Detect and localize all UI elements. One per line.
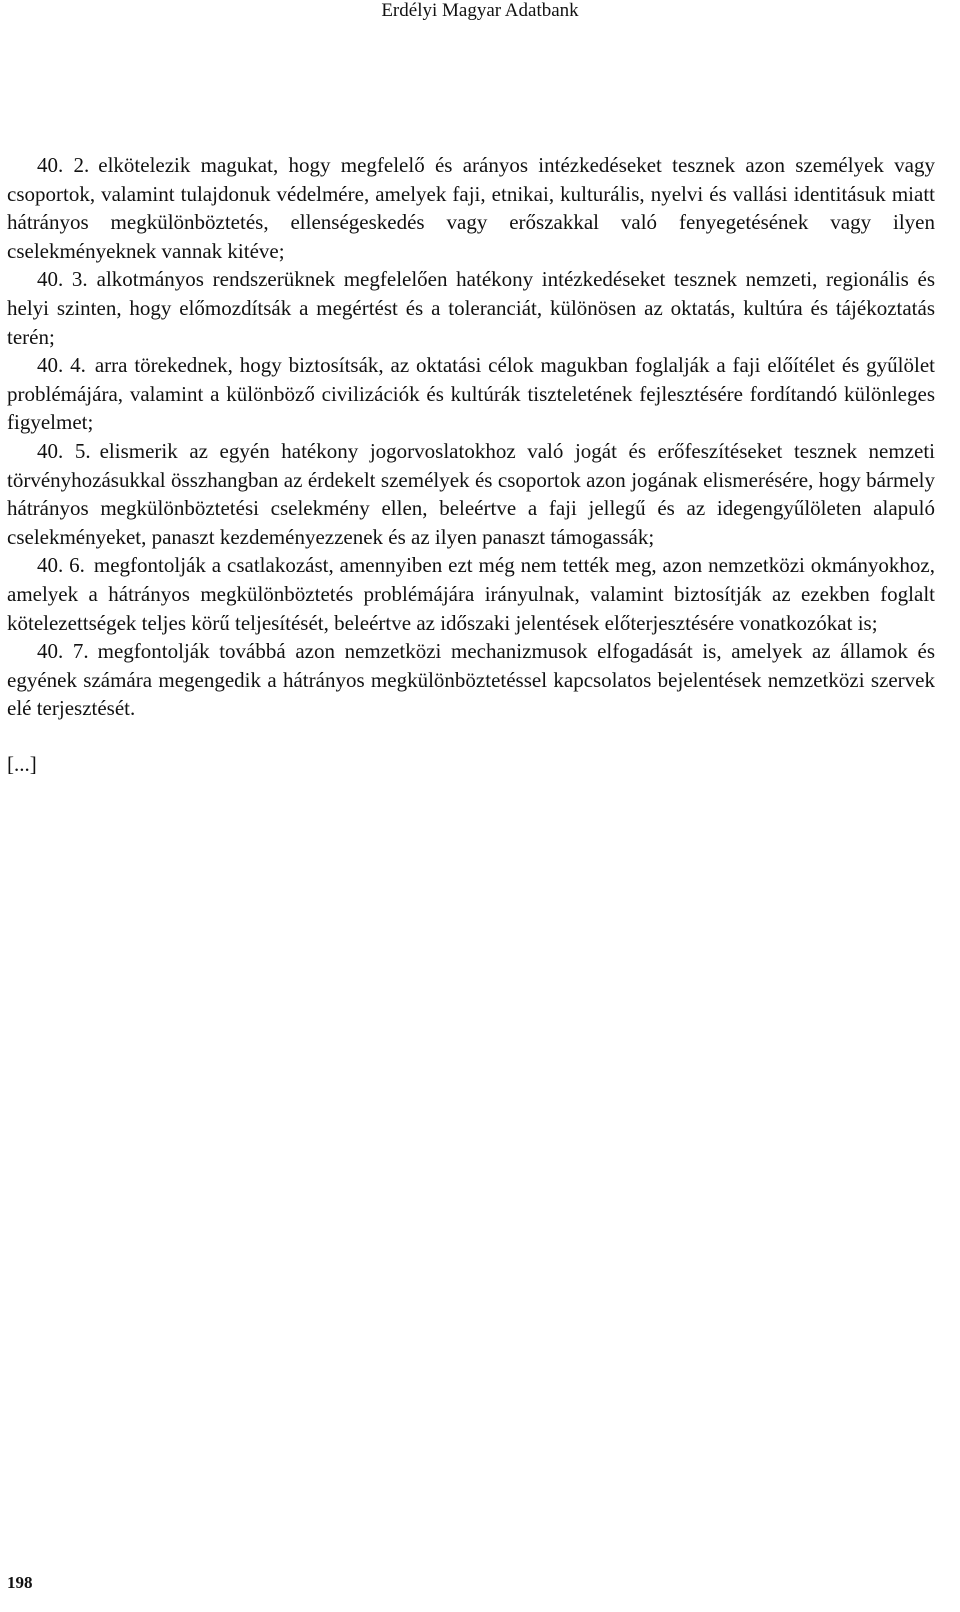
paragraph-text: elismerik az egyén hatékony jogorvoslatokhoz való jogát és erőfeszítéseket tesznek nemzeti törvényhozásukkal összhangban az érdekelt személyek és csoportok azon jogának elismerésére, hogy bármely hátrányos megkülönböztetési cselekmény ellen, beleértve a faji jellegű és az idegengyűlöleten alapuló cselekményeket, panaszt kezdeményezzenek és az ilyen panaszt támogassák; xyxy=(7,438,935,549)
paragraph-number: 40. 5. xyxy=(37,438,91,463)
paragraph-number: 40. 6. xyxy=(37,553,85,578)
paragraph-text: megfontolják a csatlakozást, amennyiben ezt még nem tették meg, azon nemzetközi okmányokhoz, amelyek a hátrányos megkülönböztetés problémájára irányulnak, valamint biztosítják az ezekben foglalt kötelezettségek teljes körű teljesítését, beleértve az időszaki jelentések előterjesztésére vonatkozókat is; xyxy=(7,553,935,635)
paragraph-40-3 xyxy=(7,265,935,351)
page-number: 198 xyxy=(7,1573,33,1592)
paragraph-number: 40. 3. xyxy=(37,267,88,292)
paragraph-40-4 xyxy=(7,351,935,437)
paragraph-text: alkotmányos rendszerüknek megfelelően hatékony intézkedéseket tesznek nemzeti, regionális és helyi szinten, hogy előmozdítsák a megértést és a toleranciát, különösen az oktatás, kultúra és tájékoztatás terén; xyxy=(7,267,935,349)
document-body xyxy=(7,151,935,778)
paragraph-40-6 xyxy=(7,551,935,637)
paragraph-number: 40. 7. xyxy=(37,639,89,664)
omission-marker: [...] xyxy=(7,751,37,776)
running-header-title: Erdélyi Magyar Adatbank xyxy=(381,0,579,21)
paragraph-text: megfontolják továbbá azon nemzetközi mechanizmusok elfogadását is, amelyek az államok és egyének számára megengedik a hátrányos megkülönböztetéssel kapcsolatos bejelentések nemzetközi szervek elé terjesztését. xyxy=(7,639,935,721)
paragraph-number: 40. 4. xyxy=(37,353,86,378)
running-header xyxy=(0,0,960,22)
paragraph-number: 40. 2. xyxy=(37,153,90,177)
paragraph-text: elkötelezik magukat, hogy megfelelő és arányos intézkedéseket tesznek azon személyek vagy csoportok, valamint tulajdonuk védelmére, amelyek faji, etnikai, kulturális, nyelvi és vallási identitásuk miatt hátrányos megkülönböztetés, ellenségeskedés vagy erőszakkal való fenyegetésének vagy ilyen cselekményeknek vannak kitéve; xyxy=(7,153,935,263)
paragraph-40-2 xyxy=(7,151,935,265)
paragraph-text: arra törekednek, hogy biztosítsák, az oktatási célok magukban foglalják a faji előítélet és gyűlölet problémájára, valamint a különböző civilizációk és kultúrák tiszteletének fejlesztésére fordítandó különleges figyelmet; xyxy=(7,353,935,435)
paragraph-40-5 xyxy=(7,437,935,551)
paragraph-40-7 xyxy=(7,637,935,723)
